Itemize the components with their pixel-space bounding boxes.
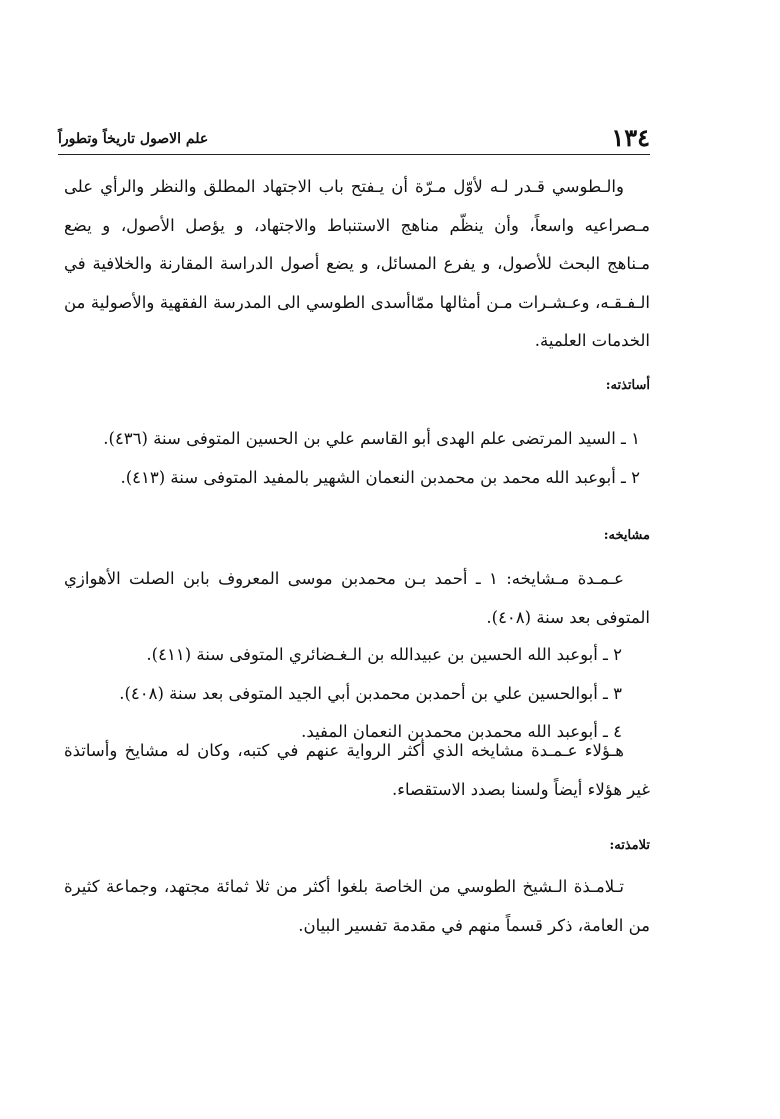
teachers-heading: أساتذته:: [605, 378, 650, 393]
shaykhs-closing-paragraph: [64, 732, 650, 809]
shaykhs-intro-line: المتوفى بعد سنة (٤٠٨).: [486, 607, 650, 627]
teacher-item: ٢ ـ أبوعبد الله محمد بن محمدبن النعمان الشهير بالمفيد المتوفى سنة (٤١٣).: [120, 467, 640, 487]
intro-line: والـطوسي قـدر لـه لأوّل مـرّة أن يـفتح باب الاجتهاد المطلق والنظر والرأي على: [64, 177, 624, 196]
shaykh-item: ٣ ـ أبوالحسين علي بن أحمدبن محمدبن أبي الجيد المتوفى بعد سنة (٤٠٨).: [119, 683, 622, 703]
shaykhs-closing-line: هـؤلاء عـمـدة مشايخه الذي أكثر الرواية عنهم في كتبه، وكان له مشايخ وأساتذة: [64, 741, 624, 760]
students-heading: تلامذته:: [609, 838, 650, 853]
students-line: من العامة، ذكر قسماً منهم في مقدمة تفسير البيان.: [298, 915, 650, 935]
teacher-item: ١ ـ السيد المرتضى علم الهدى أبو القاسم علي بن الحسين المتوفى سنة (٤٣٦).: [103, 429, 640, 448]
page-number: ١٣٤: [611, 123, 650, 152]
shaykh-item: ٢ ـ أبوعبد الله الحسين بن عبيدالله بن الـغـضائري المتوفى سنة (٤١١).: [146, 645, 622, 664]
intro-line: الخدمات العلمية.: [534, 331, 650, 350]
intro-line: مـناهج البحث للأصول، و يفرع المسائل، و يضع أصول الدراسة المقارنة والخلافية في: [64, 254, 650, 273]
students-paragraph: [64, 868, 650, 945]
header-rule: [58, 154, 650, 155]
page-header: [58, 124, 650, 154]
shaykh-item: ٤ ـ أبوعبد الله محمدبن محمدبن النعمان المفيد.: [301, 722, 622, 741]
teachers-list: [103, 420, 640, 497]
intro-paragraph: [64, 168, 650, 361]
shaykhs-heading: مشايخه:: [603, 528, 650, 543]
running-title: علم الاصول تاريخاً وتطوراً: [58, 131, 209, 147]
shaykhs-closing-line: غير هؤلاء أيضاً ولسنا بصدد الاستقصاء.: [392, 779, 650, 799]
intro-line: مـصراعيه واسعاً، وأن ينظّم مناهج الاستنباط والاجتهاد، و يؤصل الأصول، و يضع: [64, 215, 650, 235]
intro-line: الـفـقـه، وعـشـرات مـن أمثالها ممّاأسدى الطوسي الى المدرسة الفقهية والأصولية من: [64, 292, 650, 312]
shaykhs-intro-line: عـمـدة مـشايخه: ١ ـ أحمد بـن محمدبن موسى المعروف بابن الصلت الأهوازي: [64, 569, 625, 588]
shaykhs-intro-paragraph: [64, 560, 650, 637]
students-line: تـلامـذة الـشيخ الطوسي من الخاصة بلغوا أكثر من ثلا ثمائة مجتهد، وجماعة كثيرة: [64, 877, 624, 896]
